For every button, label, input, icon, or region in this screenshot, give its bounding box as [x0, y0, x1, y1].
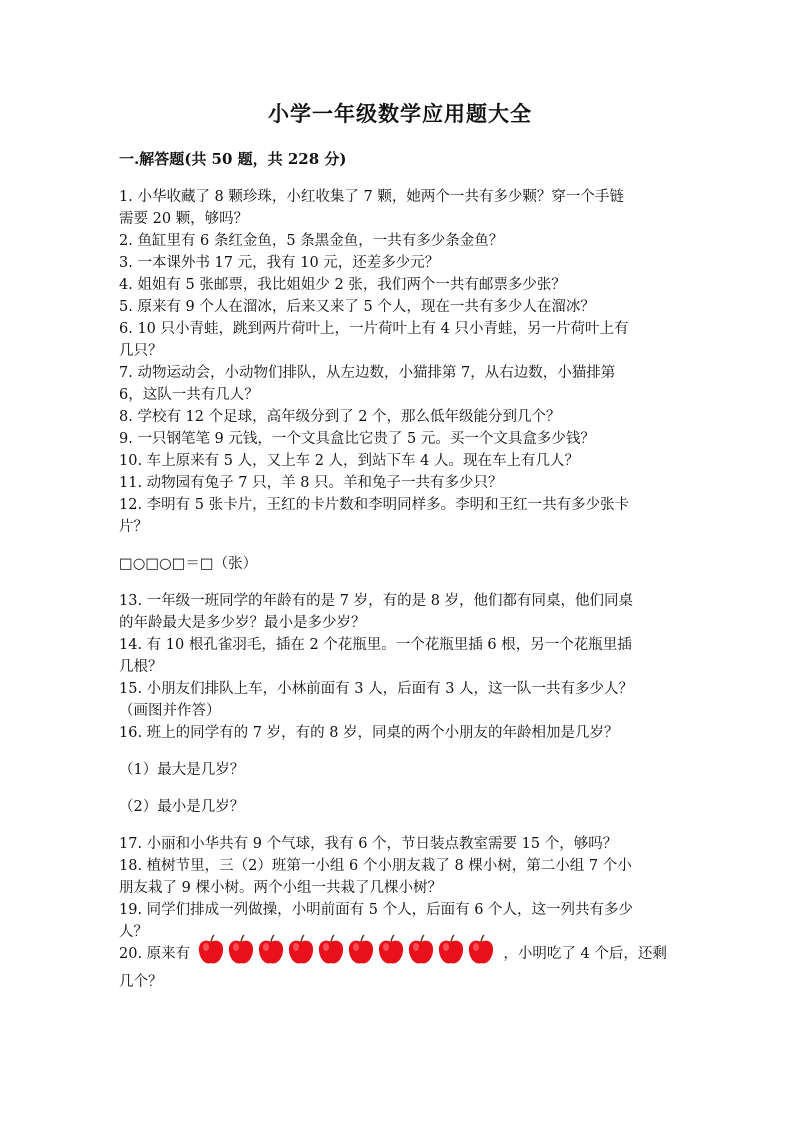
apple-icon: [347, 934, 375, 966]
question-line: 2. 鱼缸里有 6 条红金鱼，5 条黑金鱼，一共有多少条金鱼？: [119, 233, 504, 249]
question-20-suffix: ，小明吃了 4 个后，还剩: [503, 946, 667, 962]
apple-icon: [197, 934, 225, 966]
question-line: 朋友栽了 9 棵小树。两个小组一共栽了几棵小树？: [119, 880, 442, 896]
question-line: 几只？: [119, 343, 163, 359]
question-line: 6. 10 只小青蛙，跳到两片荷叶上，一片荷叶上有 4 只小青蛙，另一片荷叶上有: [119, 321, 629, 337]
question-line: 片？: [119, 519, 148, 535]
apple-icon: [377, 934, 405, 966]
apple-icon: [287, 934, 315, 966]
question-line: 4. 姐姐有 5 张邮票，我比姐姐少 2 张，我们两个一共有邮票多少张？: [119, 277, 566, 293]
question-20-line: [119, 938, 667, 970]
question-line: 18. 植树节里，三（2）班第一小组 6 个小朋友栽了 8 棵小树，第二小组 7 个小: [119, 858, 632, 874]
sub-question: （1）最大是几岁？: [119, 762, 245, 778]
question-line: 的年龄最大是多少岁？最小是多少岁？: [119, 615, 366, 631]
question-line: 14. 有 10 根孔雀羽毛，插在 2 个花瓶里。一个花瓶里插 6 根，另一个花瓶里插: [119, 637, 632, 653]
question-line: 13. 一年级一班同学的年龄有的是 7 岁，有的是 8 岁，他们都有同桌，他们同桌: [119, 593, 634, 609]
question-line: 6，这队一共有几人？: [119, 387, 259, 403]
question-line: （画图并作答）: [119, 703, 221, 719]
apple-icon: [317, 934, 345, 966]
apple-icon: [437, 934, 465, 966]
question-line: 5. 原来有 9 个人在溜冰，后来又来了 5 个人，现在一共有多少人在溜冰？: [119, 299, 595, 315]
question-line: 几根？: [119, 659, 163, 675]
apple-icon: [257, 934, 285, 966]
question-line: 人？: [119, 924, 148, 940]
question-line: 17. 小丽和小华共有 9 个气球，我有 6 个，节日装点教室需要 15 个，够吗？: [119, 836, 618, 852]
question-line: 需要 20 颗，够吗？: [119, 211, 249, 227]
apple-icon: [407, 934, 435, 966]
question-line: 19. 同学们排成一列做操，小明前面有 5 个人，后面有 6 个人，这一列共有多少: [119, 902, 634, 918]
question-line: 9. 一只钢笔笔 9 元钱，一个文具盒比它贵了 5 元。买一个文具盒多少钱？: [119, 431, 595, 447]
question-20-end: 几个？: [119, 974, 163, 990]
question-20-prefix: 20. 原来有: [119, 946, 191, 962]
apple-row: [197, 934, 497, 966]
question-line: 10. 车上原来有 5 人，又上车 2 人，到站下车 4 人。现在车上有几人？: [119, 453, 579, 469]
question-line: 1. 小华收藏了 8 颗珍珠，小红收集了 7 颗，她两个一共有多少颗？穿一个手链: [119, 189, 624, 205]
page-title: 小学一年级数学应用题大全: [268, 101, 532, 126]
apple-icon: [227, 934, 255, 966]
question-line: 8. 学校有 12 个足球，高年级分到了 2 个，那么低年级能分到几个？: [119, 409, 561, 425]
answer-template: □○□○□＝□（张）: [119, 556, 258, 572]
question-line: 16. 班上的同学有的 7 岁，有的 8 岁，同桌的两个小朋友的年龄相加是几岁？: [119, 725, 619, 741]
section-heading: 一.解答题(共 50 题，共 228 分): [119, 150, 347, 168]
question-line: 15. 小朋友们排队上车，小林前面有 3 人，后面有 3 人，这一队一共有多少人？: [119, 681, 634, 697]
sub-question: （2）最小是几岁？: [119, 799, 245, 815]
question-line: 7. 动物运动会，小动物们排队，从左边数，小猫排第 7，从右边数，小猫排第: [119, 365, 616, 381]
apple-icon: [467, 934, 495, 966]
question-line: 3. 一本课外书 17 元，我有 10 元，还差多少元？: [119, 255, 440, 271]
question-line: 12. 李明有 5 张卡片，王红的卡片数和李明同样多。李明和王红一共有多少张卡: [119, 497, 630, 513]
question-line: 11. 动物园有兔子 7 只，羊 8 只。羊和兔子一共有多少只？: [119, 475, 503, 491]
